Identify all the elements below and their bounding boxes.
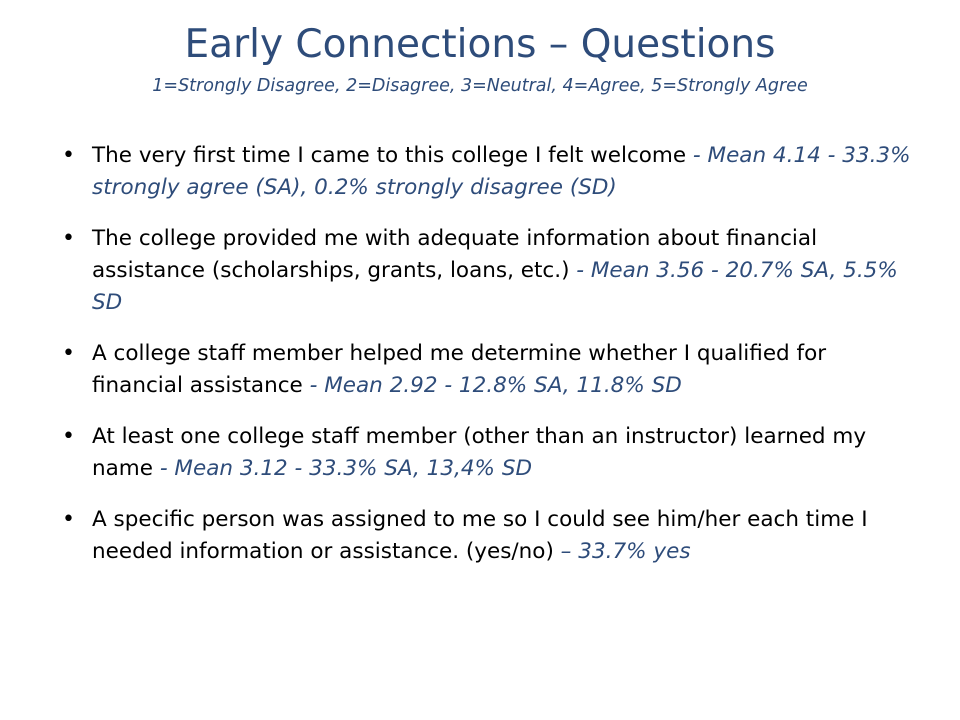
bullet-dot-icon: • bbox=[62, 424, 75, 449]
bullet-item bbox=[62, 140, 918, 204]
bullet-stat: - Mean 3.12 - 33.3% SA, 13,4% SD bbox=[152, 456, 533, 481]
bullet-dot-icon: • bbox=[62, 143, 75, 168]
bullet-dot-icon: • bbox=[62, 226, 75, 251]
bullet-item bbox=[62, 421, 918, 485]
bullet-text: The college provided me with adequate information about financial assistance (scholarships, grants, loans, etc.) bbox=[92, 226, 818, 283]
bullet-stat: - Mean 2.92 - 12.8% SA, 11.8% SD bbox=[302, 373, 682, 398]
bullet-text: A college staff member helped me determine whether I qualified for financial assistance bbox=[92, 341, 827, 398]
bullet-stat: - Mean 4.14 - 33.3% strongly agree (SA), 0.2% strongly disagree (SD) bbox=[92, 143, 911, 200]
bullet-dot-icon: • bbox=[62, 507, 75, 532]
bullet-text: The very first time I came to this college I felt welcome bbox=[92, 143, 687, 168]
bullet-dot-icon: • bbox=[62, 341, 75, 366]
bullet-item bbox=[62, 338, 918, 402]
bullet-item bbox=[62, 223, 918, 319]
bullet-text: At least one college staff member (other than an instructor) learned my name bbox=[92, 424, 867, 481]
bullet-item bbox=[62, 504, 918, 568]
bullet-list bbox=[62, 140, 918, 587]
bullet-stat: – 33.7% yes bbox=[553, 539, 691, 564]
slide-title: Early Connections – Questions bbox=[184, 22, 776, 67]
bullet-stat: - Mean 3.56 - 20.7% SA, 5.5% SD bbox=[92, 258, 898, 315]
slide-subtitle: 1=Strongly Disagree, 2=Disagree, 3=Neutral, 4=Agree, 5=Strongly Agree bbox=[152, 76, 808, 96]
bullet-text: A specific person was assigned to me so I could see him/her each time I needed information or assistance. (yes/no) bbox=[92, 507, 868, 564]
title-block bbox=[48, 18, 912, 98]
